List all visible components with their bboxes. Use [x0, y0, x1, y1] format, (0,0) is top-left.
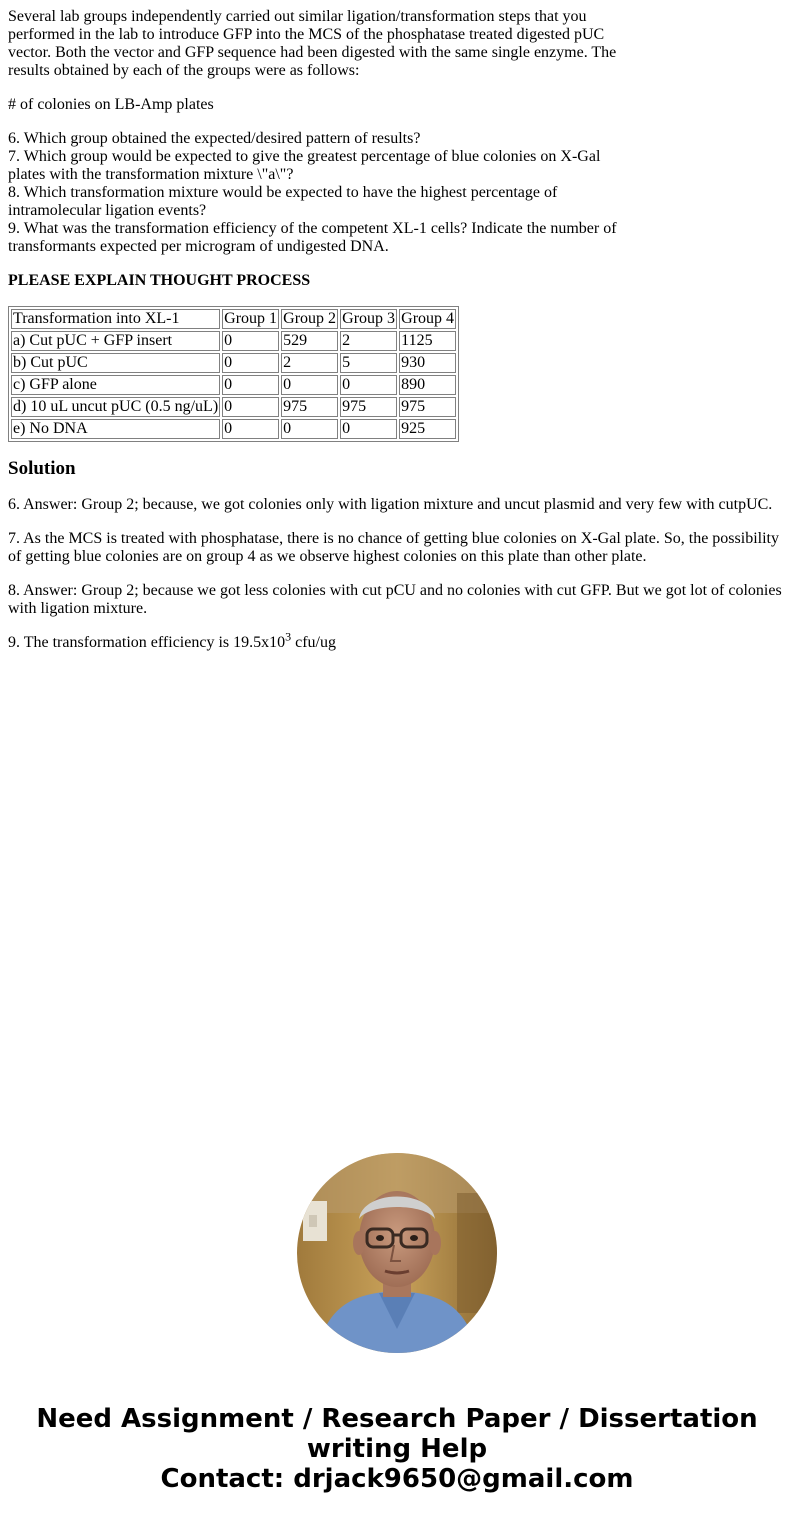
- table-cell: 925: [399, 419, 456, 439]
- contact-line: Contact: drjack9650@gmail.com: [160, 1464, 634, 1494]
- table-header-cell: Transformation into XL-1: [11, 309, 220, 329]
- answer-7: 7. As the MCS is treated with phosphatase, there is no chance of getting blue colonies on X-Gal plate. So, the possibility of getting blue colonies are on group 4 as we observe highest colonies on this plate than other plate.: [8, 530, 779, 565]
- table-cell: 975: [340, 397, 397, 417]
- table-row: [11, 331, 456, 351]
- question-line: plates with the transformation mixture \"a\"?: [8, 166, 294, 183]
- table-cell: 0: [222, 375, 279, 395]
- table-cell: 975: [399, 397, 456, 417]
- table-cell: c) GFP alone: [11, 375, 220, 395]
- answer-9-unit: cfu/ug: [291, 634, 336, 651]
- promo-line: writing Help: [306, 1434, 488, 1464]
- table-cell: 0: [222, 397, 279, 417]
- answer-8: 8. Answer: Group 2; because we got less colonies with cut pCU and no colonies with cut GFP. But we got lot of colonies with ligation mixture.: [8, 582, 782, 617]
- intro-line: performed in the lab to introduce GFP into the MCS of the phosphatase treated digested pUC: [8, 26, 605, 43]
- table-cell: 0: [281, 419, 338, 439]
- table-cell: d) 10 uL uncut pUC (0.5 ng/uL): [13, 398, 219, 415]
- table-header-cell: Group 2: [281, 309, 338, 329]
- answer-9-text: 9. The transformation efficiency is 19.5x10: [8, 634, 286, 651]
- colonies-caption: # of colonies on LB-Amp plates: [8, 96, 214, 113]
- table-cell: 890: [399, 375, 456, 395]
- table-cell: 0: [340, 375, 397, 395]
- answer-6: 6. Answer: Group 2; because, we got colonies only with ligation mixture and uncut plasmid and very few with cutpUC.: [8, 496, 773, 513]
- table-row: [11, 353, 456, 373]
- question-line: intramolecular ligation events?: [8, 202, 207, 219]
- table-cell: 975: [281, 397, 338, 417]
- explain-prompt: PLEASE EXPLAIN THOUGHT PROCESS: [8, 272, 311, 289]
- promo-line: Need Assignment / Research Paper / Dissertation: [36, 1404, 758, 1434]
- table-row: [11, 375, 456, 395]
- table-cell: a) Cut pUC + GFP insert: [11, 331, 220, 351]
- table-cell: 0: [222, 353, 279, 373]
- table-row: [11, 397, 456, 417]
- table-cell: 2: [281, 353, 338, 373]
- table-cell: 5: [340, 353, 397, 373]
- table-cell: b) Cut pUC: [11, 353, 220, 373]
- intro-paragraph: [8, 8, 626, 80]
- solution-heading: Solution: [8, 458, 76, 479]
- table-cell: e) No DNA: [11, 419, 220, 439]
- question-line: 7. Which group would be expected to give the greatest percentage of blue colonies on X-Gal: [8, 148, 601, 165]
- table-cell: 0: [222, 419, 279, 439]
- intro-line: Several lab groups independently carried out similar ligation/transformation steps that you: [8, 8, 587, 25]
- question-line: 6. Which group obtained the expected/desired pattern of results?: [8, 130, 421, 147]
- table-cell: 2: [340, 331, 397, 351]
- question-text: [8, 8, 626, 290]
- table-row: [11, 419, 456, 439]
- answer-9-exponent: 3: [285, 629, 292, 644]
- table-header-cell: Group 4: [399, 309, 456, 329]
- tutor-portrait-image: [297, 1153, 497, 1353]
- table-cell: 0: [222, 331, 279, 351]
- table-header-cell: Group 1: [222, 309, 279, 329]
- table-cell: 0: [340, 419, 397, 439]
- promo-banner: [0, 1404, 794, 1494]
- intro-line: vector. Both the vector and GFP sequence had been digested with the same single enzyme. The: [8, 44, 617, 61]
- answer-9: [8, 629, 786, 652]
- question-line: transformants expected per microgram of undigested DNA.: [8, 238, 389, 255]
- table-cell: 1125: [399, 331, 456, 351]
- document-body: [8, 8, 786, 668]
- table-cell: 529: [281, 331, 338, 351]
- questions-paragraph: [8, 130, 626, 256]
- table-header-cell: Group 3: [340, 309, 397, 329]
- results-table: [8, 306, 459, 442]
- question-line: 8. Which transformation mixture would be expected to have the highest percentage of: [8, 184, 558, 201]
- question-line: 9. What was the transformation efficiency of the competent XL-1 cells? Indicate the number of: [8, 220, 617, 237]
- tutor-avatar: [297, 1153, 497, 1353]
- table-cell: 930: [399, 353, 456, 373]
- table-cell: 0: [281, 375, 338, 395]
- intro-line: results obtained by each of the groups were as follows:: [8, 62, 360, 79]
- table-header-row: [11, 309, 456, 329]
